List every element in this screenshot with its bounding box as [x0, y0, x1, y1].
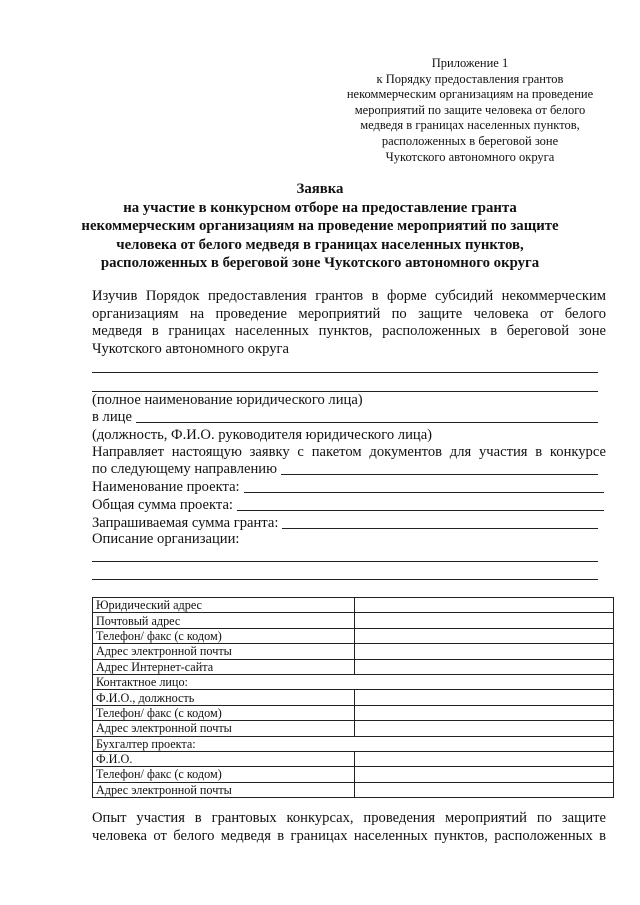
- table-row-label: Ф.И.О., должность: [93, 690, 355, 705]
- org-description-line-2[interactable]: [92, 579, 598, 580]
- table-row-label: Телефон/ факс (с кодом): [93, 705, 355, 720]
- table-row: [93, 782, 614, 797]
- table-row-label: Адрес электронной почты: [93, 782, 355, 797]
- legal-name-line-1[interactable]: [92, 372, 598, 373]
- experience-line: Опыт участия в грантовых конкурсах, проведения мероприятий по защите: [92, 810, 606, 826]
- table-row-value[interactable]: [355, 613, 614, 628]
- in-person-input-line[interactable]: [136, 422, 598, 423]
- table-row-label: Адрес электронной почты: [93, 644, 355, 659]
- project-name-label: Наименование проекта:: [92, 479, 240, 495]
- intro-paragraph: [92, 288, 606, 358]
- table-row-value[interactable]: [355, 598, 614, 613]
- table-row-label: Телефон/ факс (с кодом): [93, 628, 355, 643]
- table-row: [93, 613, 614, 628]
- project-name-field[interactable]: [92, 478, 604, 496]
- table-row-value[interactable]: [355, 628, 614, 643]
- table-row: [93, 644, 614, 659]
- table-row: [93, 705, 614, 720]
- org-description-label: Описание организации:: [92, 531, 240, 547]
- appendix-line: медведя в границах населенных пунктов,: [360, 118, 580, 133]
- appendix-header: [320, 56, 620, 165]
- project-name-input-line[interactable]: [244, 492, 604, 493]
- table-row: [93, 659, 614, 674]
- table-row-value[interactable]: [355, 751, 614, 766]
- table-row-label: Почтовый адрес: [93, 613, 355, 628]
- legal-name-hint: (полное наименование юридического лица): [92, 392, 363, 408]
- table-row-label: Адрес электронной почты: [93, 721, 355, 736]
- requested-sum-label: Запрашиваемая сумма гранта:: [92, 515, 279, 531]
- table-row-value[interactable]: [355, 782, 614, 797]
- intro-line: Изучив Порядок предоставления грантов в форме субсидий некоммерческим: [92, 288, 606, 304]
- title-line: Заявка: [296, 181, 344, 197]
- table-row-value[interactable]: [355, 644, 614, 659]
- table-row-value[interactable]: [355, 705, 614, 720]
- table-row-value[interactable]: [355, 721, 614, 736]
- table-row: [93, 628, 614, 643]
- table-row: [93, 690, 614, 705]
- table-row: [93, 751, 614, 766]
- intro-line: организациям на проведение мероприятий по защите человека от белого: [92, 305, 606, 322]
- table-row: [93, 736, 614, 751]
- appendix-line: к Порядку предоставления грантов: [376, 71, 564, 86]
- org-description-line-1[interactable]: [92, 561, 598, 562]
- position-hint: (должность, Ф.И.О. руководителя юридического лица): [92, 427, 433, 443]
- table-row-value[interactable]: [355, 767, 614, 782]
- requested-sum-input-line[interactable]: [282, 528, 598, 529]
- table-row: [93, 598, 614, 613]
- appendix-line: мероприятий по защите человека от белого: [354, 102, 586, 117]
- total-sum-field[interactable]: [92, 496, 604, 514]
- table-row: [93, 721, 614, 736]
- direction-field[interactable]: [92, 460, 598, 478]
- total-sum-label: Общая сумма проекта:: [92, 497, 233, 513]
- table-section-spacer[interactable]: [355, 674, 614, 689]
- appendix-line: Приложение 1: [431, 56, 509, 70]
- table-row-label: Ф.И.О.: [93, 751, 355, 766]
- document-title: [60, 180, 580, 273]
- title-line: некоммерческим организациям на проведение мероприятий по защите: [81, 218, 559, 235]
- title-line: человека от белого медведя в границах населенных пунктов,: [116, 236, 524, 253]
- title-line: расположенных в береговой зоне Чукотского автономного округа: [100, 255, 540, 272]
- appendix-line: некоммерческим организациям на проведение: [346, 87, 594, 102]
- experience-line: человека от белого медведя в границах населенных пунктов, расположенных в: [92, 827, 606, 844]
- table-row-value[interactable]: [355, 659, 614, 674]
- table-row: [93, 674, 614, 689]
- submits-line: Направляет настоящую заявку с пакетом документов для участия в конкурсе: [92, 444, 606, 460]
- table-row-value[interactable]: [355, 690, 614, 705]
- contact-info-table: [92, 597, 614, 798]
- total-sum-input-line[interactable]: [237, 510, 604, 511]
- table-section-spacer[interactable]: [355, 736, 614, 751]
- title-line: на участие в конкурсном отборе на предоставление гранта: [123, 199, 517, 216]
- table-row-label: Юридический адрес: [93, 598, 355, 613]
- intro-line: Чукотского автономного округа: [92, 340, 289, 357]
- experience-paragraph: [92, 810, 606, 845]
- direction-input-line[interactable]: [281, 474, 598, 475]
- appendix-line: Чукотского автономного округа: [385, 149, 555, 164]
- table-row-label: Бухгалтер проекта:: [93, 736, 355, 751]
- table-row-label: Контактное лицо:: [93, 674, 355, 689]
- in-person-field[interactable]: [92, 408, 598, 426]
- intro-line: медведя в границах населенных пунктов, расположенных в береговой зоне: [92, 323, 606, 340]
- direction-label: по следующему направлению: [92, 461, 277, 477]
- table-row-label: Телефон/ факс (с кодом): [93, 767, 355, 782]
- appendix-line: расположенных в береговой зоне: [381, 133, 559, 148]
- table-row: [93, 767, 614, 782]
- submits-text: [92, 444, 606, 462]
- table-row-label: Адрес Интернет-сайта: [93, 659, 355, 674]
- in-person-label: в лице: [92, 409, 132, 425]
